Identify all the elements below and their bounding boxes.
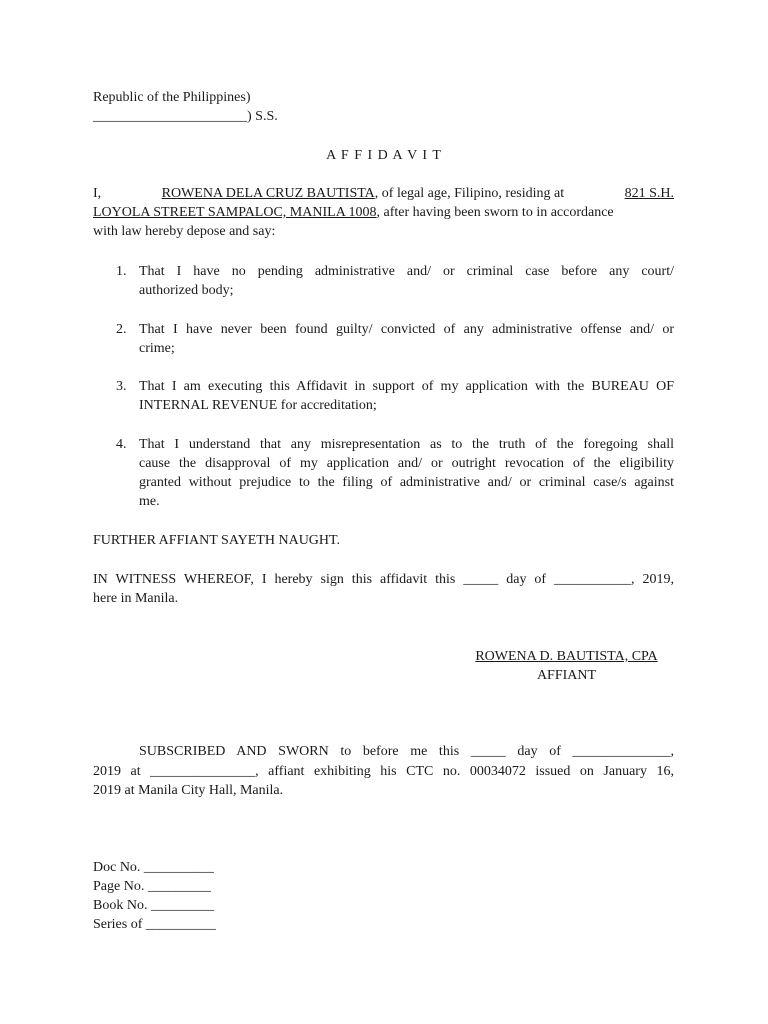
venue-ss-line: ______________________) S.S. [93,109,278,124]
venue-republic: Republic of the Philippines) [93,90,251,105]
signature-role: AFFIANT [536,668,597,683]
series-field: Series of __________ [93,917,216,932]
item-3-line-1: That I am executing this Affidavit in support of my application with the BUREAU OF [139,379,674,394]
item-1-line-1: That I have no pending administrative and/ or criminal case before any court/ [139,264,674,279]
intro-post: , after having been sworn to in accordance [376,205,614,220]
document-title: A F F I D A V I T [326,148,442,163]
witness-line-2: here in Manila. [93,591,179,606]
signature-name: ROWENA D. BAUTISTA, CPA [475,649,658,664]
item-1-line-2: authorized body; [139,283,234,298]
item-number: 4. [116,437,127,452]
intro-line-1 [93,184,674,203]
address-part-2: LOYOLA STREET SAMPALOC, MANILA 1008 [93,205,377,220]
doc-number-field: Doc No. __________ [93,860,214,875]
address-part-1: 821 S.H. [624,186,674,201]
item-4-line-1: That I understand that any misrepresentation as to the truth of the foregoing shall [139,437,674,452]
item-2-line-1: That I have never been found guilty/ convicted of any administrative offense and/ or [139,322,674,337]
jurat-line-3: 2019 at Manila City Hall, Manila. [93,783,284,798]
page-number-field: Page No. _________ [93,879,211,894]
item-4-line-4: me. [139,494,160,509]
item-4-line-2: cause the disapproval of my application and/ or outright revocation of the eligibility [139,456,674,471]
jurat-line-2: 2019 at _______________, affiant exhibiting his CTC no. 00034072 issued on January 16, [93,764,674,779]
item-number: 3. [116,379,127,394]
witness-line-1: IN WITNESS WHEREOF, I hereby sign this affidavit this _____ day of ___________, 2019, [93,572,674,587]
intro-pre: I, [93,186,102,201]
item-number: 2. [116,322,127,337]
item-number: 1. [116,264,127,279]
further-affiant: FURTHER AFFIANT SAYETH NAUGHT. [93,533,341,548]
item-2-line-2: crime; [139,341,175,356]
intro-line-3: with law hereby depose and say: [93,224,276,239]
affiant-full-name: ROWENA DELA CRUZ BAUTISTA [161,186,375,201]
intro-mid: , of legal age, Filipino, residing at [374,186,565,201]
intro-line-2 [93,203,614,222]
item-4-line-3: granted without prejudice to the filing of administrative and/ or criminal case/s against [139,475,674,490]
item-3-line-2: INTERNAL REVENUE for accreditation; [139,398,377,413]
book-number-field: Book No. _________ [93,898,214,913]
jurat-line-1: SUBSCRIBED AND SWORN to before me this _____ day of ______________, [139,744,674,759]
